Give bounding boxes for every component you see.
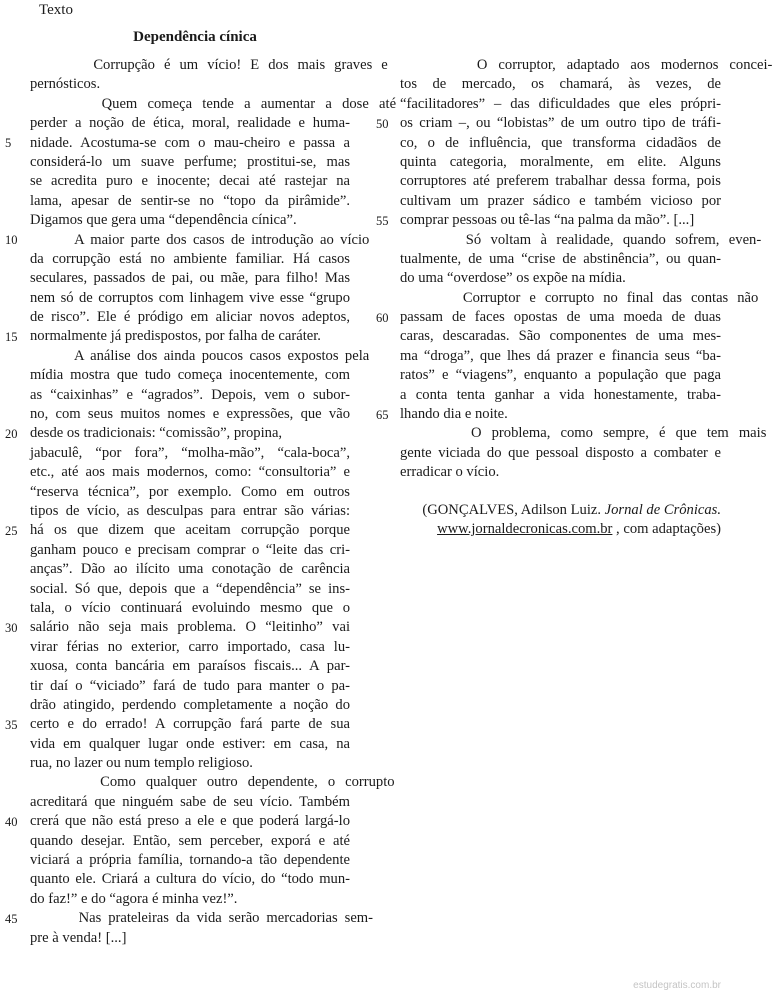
text-line: A análise dos ainda poucos casos expostos pela <box>30 347 370 364</box>
text-line: perder a noção de ética, moral, realidade e huma- <box>30 115 350 132</box>
text-line: certo e do errado! A corrupção fará parte de sua <box>30 716 350 733</box>
text-line: co, o de influência, que transforma cidadãos de <box>400 134 721 151</box>
source-prefix: (GONÇALVES, Adilson Luiz. <box>422 502 605 518</box>
line-number: 35 <box>5 718 18 733</box>
text-line: do faz!” e do “agora é minha vez!”. <box>30 890 238 907</box>
text-line: virar férias no exterior, carro importado, casa lu- <box>30 638 350 655</box>
text-line: A maior parte dos casos de introdução ao vício <box>30 231 370 248</box>
line-number: 10 <box>5 233 18 248</box>
line-number: 40 <box>5 815 18 830</box>
line-number: 55 <box>376 213 389 228</box>
text-line: seculares, passados de pai, ou mãe, para filho! Mas <box>30 270 350 287</box>
text-line: lhando dia e noite. <box>400 406 508 423</box>
text-line: Só voltam à realidade, quando sofrem, even- <box>400 231 762 248</box>
text-line: “facilitadores” – das dificuldades que eles própri- <box>400 95 721 112</box>
line-number: 50 <box>376 116 389 131</box>
line-number: 45 <box>5 912 18 927</box>
text-title: Dependência cínica <box>133 29 257 45</box>
line-number: 5 <box>5 136 12 151</box>
text-line: Digamos que gera uma “dependência cínica”. <box>30 212 297 229</box>
text-line: “reserva técnica”, por exemplo. Como em outros <box>30 483 350 500</box>
text-line: quanto ele. Criará a cultura do vício, do “todo mun- <box>30 871 350 888</box>
text-line: Como qualquer outro dependente, o corrupto <box>30 774 395 791</box>
text-line: tos de mercado, os chamará, às vezes, de <box>400 76 721 93</box>
text-line: jabaculê, “por fora”, “molha-mão”, “cala-boca”, <box>30 444 350 461</box>
text-line: a conta tenta ganhar a vida honestamente, traba- <box>400 386 721 403</box>
text-line: caras, descaradas. São componentes de uma mes- <box>400 328 721 345</box>
text-line: viciará a própria família, tornando-a tão dependente <box>30 852 350 869</box>
source-citation <box>400 501 721 540</box>
text-line: os criam –, ou “lobistas” de um outro tipo de tráfi- <box>400 115 721 132</box>
text-line: social. Só que, depois que a “dependência” se ins- <box>30 580 350 597</box>
text-line: as “caixinhas” e “agrados”. Depois, vem o subor- <box>30 386 350 403</box>
text-line: mídia mostra que tudo começa inocentemente, com <box>30 367 350 384</box>
text-line: acreditará que ninguém sabe de seu vício. Também <box>30 793 350 810</box>
text-line: Corrupção é um vício! E dos mais graves e <box>30 57 388 73</box>
text-line: nem só de corruptos com linhagem vive esse “grupo <box>30 289 350 306</box>
text-line: anças”. Dão ao ilícito uma conotação de carência <box>30 561 350 578</box>
text-line: rua, no lazer ou num templo religioso. <box>30 755 253 772</box>
text-line: quando desejar. Então, sem perceber, exporá e até <box>30 832 350 849</box>
text-line: considerá-lo um suave perfume; prostitui-se, mas <box>30 153 350 170</box>
text-line: desde os tradicionais: “comissão”, propina, <box>30 425 283 442</box>
text-line: drão atingido, perdendo completamente a noção do <box>30 696 350 713</box>
source-suffix: , com adaptações) <box>612 521 721 538</box>
text-line: quinta categoria, moralmente, em elite. Alguns <box>400 153 721 170</box>
text-line: pre à venda! [...] <box>30 929 127 946</box>
text-line: vida em qualquer lugar onde estiver: em casa, na <box>30 735 350 752</box>
text-line: corruptores até preferem trabalhar dessa forma, pois <box>400 173 721 190</box>
text-line: tualmente, de uma “crise de abstinência”, ou quan- <box>400 250 721 267</box>
text-line: da corrupção está no ambiente familiar. Há casos <box>30 250 350 267</box>
text-line: salário não seja mais problema. O “leitinho” vai <box>30 619 350 636</box>
text-line: lama, apesar de sentir-se no “topo da pirâmide”. <box>30 192 350 209</box>
text-line: no, com seus muitos nomes e expressões, que vão <box>30 406 350 423</box>
line-number: 20 <box>5 427 18 442</box>
text-line: cultivam um prazer sádico e também vicioso por <box>400 192 721 209</box>
line-number: 60 <box>376 310 389 325</box>
text-line: Corruptor e corrupto no final das contas não <box>400 289 759 306</box>
line-number: 25 <box>5 524 18 539</box>
text-line: nidade. Acostuma-se com o mau-cheiro e passa a <box>30 134 350 151</box>
text-line: normalmente já predispostos, por falha de caráter. <box>30 328 321 345</box>
line-number: 15 <box>5 330 18 345</box>
source-publication: Jornal de Crônicas. <box>604 502 721 518</box>
right-column <box>400 56 772 483</box>
text-line: ratos” e “viagens”, enquanto a população que paga <box>400 367 721 384</box>
line-number: 30 <box>5 621 18 636</box>
text-line: erradicar o vício. <box>400 464 500 481</box>
text-line: xuosa, conta bancária em paraísos fiscais... A par- <box>30 658 350 675</box>
source-url-link[interactable]: www.jornaldecronicas.com.br <box>437 521 613 538</box>
text-line: do uma “overdose” os expõe na mídia. <box>400 270 626 287</box>
text-line: gente viciada do que pessoal disposto a combater e <box>400 444 721 461</box>
text-line: O problema, como sempre, é que tem mais <box>400 425 767 442</box>
text-line: ma “droga”, que lhes dá prazer e financia seus “ba- <box>400 347 721 364</box>
text-line: etc., até aos mais modernos, como: “consultoria” e <box>30 464 350 481</box>
text-line: ganham pouco e precisam comprar o “leite das cri- <box>30 541 350 558</box>
line-number: 65 <box>376 407 389 422</box>
watermark: estudegratis.com.br <box>633 980 721 991</box>
text-label: Texto <box>39 2 73 18</box>
text-line: Quem começa tende a aumentar a dose até <box>30 95 397 112</box>
text-line: se acredita puro e inocente; decai até rastejar na <box>30 173 350 190</box>
text-line: de risco”. Ele é pródigo em aliciar novos adeptos, <box>30 309 350 326</box>
text-line: O corruptor, adaptado aos modernos concei- <box>400 57 772 73</box>
text-line: tir daí o “viciado” fará de tudo para manter o pa- <box>30 677 350 694</box>
text-line: passam de faces opostas de uma moeda de duas <box>400 309 721 326</box>
text-line: comprar pessoas ou tê-las “na palma da mão”. [...] <box>400 212 695 229</box>
text-line: tala, o vício continuará evoluindo mesmo que o <box>30 599 350 616</box>
text-line: pernósticos. <box>30 76 101 93</box>
text-line: crerá que não está preso a ele e que poderá largá-lo <box>30 813 350 830</box>
text-line: tipos de vício, as desculpas para entrar são várias: <box>30 502 350 519</box>
text-line: há os que dizem que aceitam corrupção porque <box>30 522 350 539</box>
text-line: Nas prateleiras da vida serão mercadorias sem- <box>30 910 374 927</box>
